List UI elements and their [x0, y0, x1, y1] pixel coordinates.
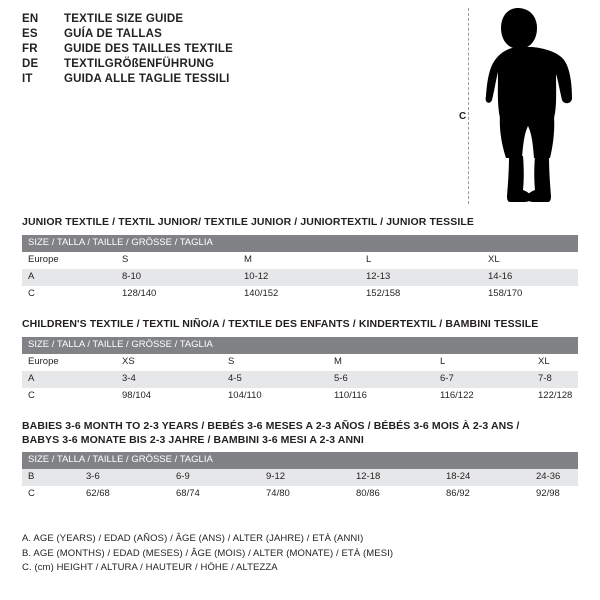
table-row: [22, 371, 578, 388]
table-head-label: SIZE / TALLA / TAILLE / GRÖSSE / TAGLIA: [22, 337, 578, 354]
section-title-babies-line1: BABIES 3-6 MONTH TO 2-3 YEARS / BEBÉS 3-6 MESES A 2-3 AÑOS / BÉBÉS 3-6 MOIS À 2-3 ANS /: [22, 420, 520, 432]
cell: 152/158: [360, 286, 482, 303]
cell: 6-9: [170, 469, 260, 486]
table-column-row: [22, 252, 578, 269]
cell: 6-7: [434, 371, 532, 388]
header-row: [22, 28, 442, 40]
column-header-m: M: [328, 354, 434, 371]
column-header-s: S: [116, 252, 238, 269]
row-label: B: [22, 469, 80, 486]
cell: 7-8: [532, 371, 578, 388]
children-size-table: [22, 337, 578, 405]
column-header-xl: XL: [482, 252, 578, 269]
column-header-europe: Europe: [22, 252, 116, 269]
cell: 5-6: [328, 371, 434, 388]
column-header-s: S: [222, 354, 328, 371]
row-label: A: [22, 269, 116, 286]
cell: 80/86: [350, 486, 440, 503]
language-code: ES: [22, 28, 38, 40]
cell: 158/170: [482, 286, 578, 303]
header-row: [22, 13, 442, 25]
language-code: EN: [22, 13, 39, 25]
table-head-row: [22, 452, 578, 469]
cell: 98/104: [116, 388, 222, 405]
column-header-xl: XL: [532, 354, 578, 371]
header-row: [22, 43, 442, 55]
header-title: TEXTILE SIZE GUIDE: [64, 13, 184, 25]
table-row: [22, 388, 578, 405]
cell: 10-12: [238, 269, 360, 286]
header-title: GUÍA DE TALLAS: [64, 28, 162, 40]
header-title: GUIDA ALLE TAGLIE TESSILI: [64, 73, 230, 85]
cell: 3-4: [116, 371, 222, 388]
table-row: [22, 469, 578, 486]
cell: 122/128: [532, 388, 578, 405]
cell: 74/80: [260, 486, 350, 503]
table-row: [22, 286, 578, 303]
column-header-xs: XS: [116, 354, 222, 371]
table-head-row: [22, 337, 578, 354]
cell: 12-18: [350, 469, 440, 486]
section-title-junior: JUNIOR TEXTILE / TEXTIL JUNIOR/ TEXTILE JUNIOR / JUNIORTEXTIL / JUNIOR TESSILE: [22, 216, 474, 228]
cell: 9-12: [260, 469, 350, 486]
cell: 62/68: [80, 486, 170, 503]
cell: 92/98: [530, 486, 578, 503]
column-header-m: M: [238, 252, 360, 269]
row-label: C: [22, 486, 80, 503]
cell: 3-6: [80, 469, 170, 486]
header-language-block: [22, 13, 442, 88]
measure-dashed-line: [468, 8, 469, 204]
section-title-children: CHILDREN'S TEXTILE / TEXTIL NIÑO/A / TEXTILE DES ENFANTS / KINDERTEXTIL / BAMBINI TESSILE: [22, 318, 539, 330]
cell: 86/92: [440, 486, 530, 503]
cell: 140/152: [238, 286, 360, 303]
language-code: IT: [22, 73, 33, 85]
footnote-a: A. AGE (YEARS) / EDAD (AÑOS) / ÂGE (ANS) / ALTER (JAHRE) / ETÀ (ANNI): [22, 533, 364, 544]
cell: 128/140: [116, 286, 238, 303]
cell: 68/74: [170, 486, 260, 503]
junior-size-table: [22, 235, 578, 303]
footnote-b: B. AGE (MONTHS) / EDAD (MESES) / ÂGE (MOIS) / ALTER (MONATE) / ETÀ (MESI): [22, 547, 394, 559]
measure-label-c: C: [459, 111, 467, 122]
height-measurement-figure: [452, 6, 592, 206]
column-header-l: L: [434, 354, 532, 371]
row-label: C: [22, 388, 116, 405]
table-head-label: SIZE / TALLA / TAILLE / GRÖSSE / TAGLIA: [22, 452, 578, 469]
toddler-silhouette-icon: [482, 6, 592, 206]
footnotes-block: [22, 532, 582, 576]
table-head-row: [22, 235, 578, 252]
cell: 12-13: [360, 269, 482, 286]
column-header-l: L: [360, 252, 482, 269]
header-title: GUIDE DES TAILLES TEXTILE: [64, 43, 233, 55]
header-row: [22, 73, 442, 85]
footnote-c: C. (cm) HEIGHT / ALTURA / HAUTEUR / HÖHE / ALTEZZA: [22, 562, 278, 574]
cell: 24-36: [530, 469, 578, 486]
language-code: DE: [22, 58, 39, 70]
cell: 4-5: [222, 371, 328, 388]
row-label: C: [22, 286, 116, 303]
header-row: [22, 58, 442, 70]
table-column-row: [22, 354, 578, 371]
cell: 104/110: [222, 388, 328, 405]
cell: 110/116: [328, 388, 434, 405]
table-row: [22, 269, 578, 286]
column-header-europe: Europe: [22, 354, 116, 371]
row-label: A: [22, 371, 116, 388]
cell: 18-24: [440, 469, 530, 486]
header-title: TEXTILGRÖßENFÜHRUNG: [64, 58, 215, 70]
cell: 14-16: [482, 269, 578, 286]
cell: 8-10: [116, 269, 238, 286]
table-head-label: SIZE / TALLA / TAILLE / GRÖSSE / TAGLIA: [22, 235, 578, 252]
table-row: [22, 486, 578, 503]
cell: 116/122: [434, 388, 532, 405]
babies-size-table: [22, 452, 578, 503]
language-code: FR: [22, 43, 38, 55]
section-title-babies-line2: BABYS 3-6 MONATE BIS 2-3 JAHRE / BAMBINI 3-6 MESI A 2-3 ANNI: [22, 434, 364, 446]
